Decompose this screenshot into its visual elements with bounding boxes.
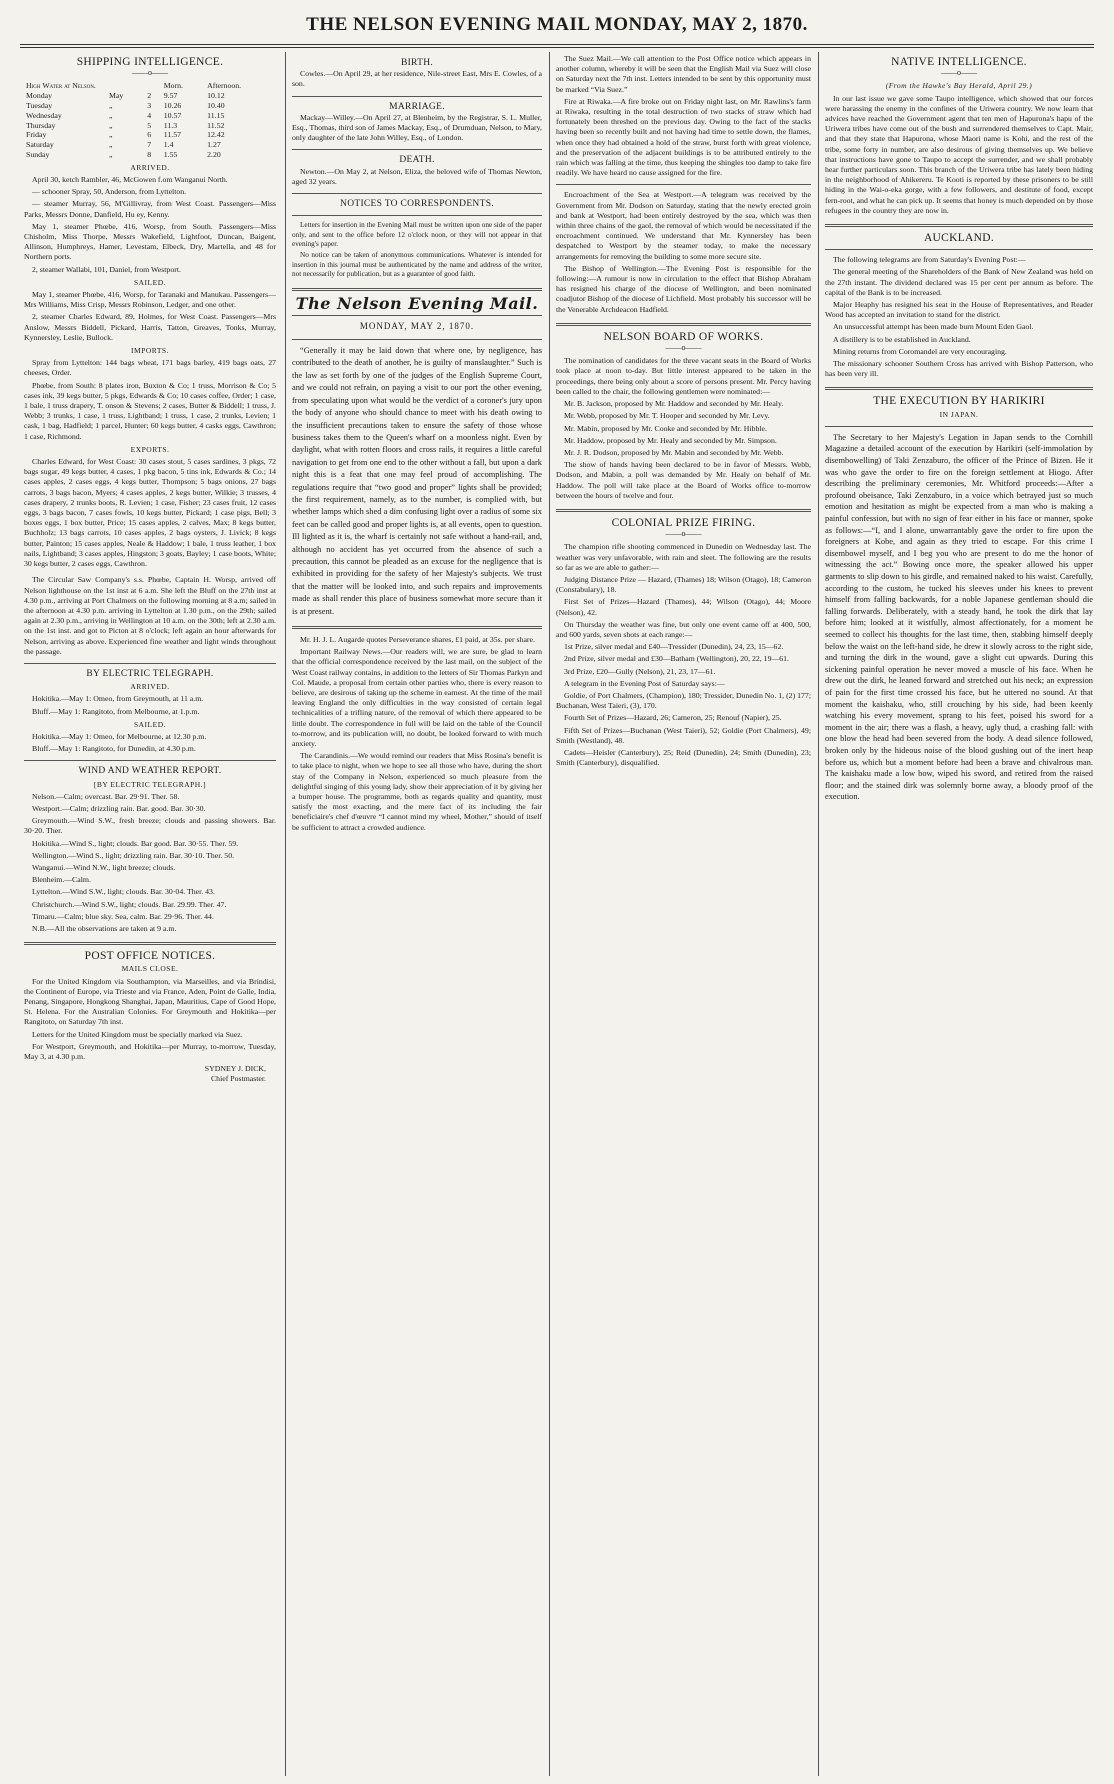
- leader-article: “Generally it may be laid down that where one, by negligence, has contributed to the death of another, he is guilty of manslaughter.” Such is the law as set forth by one of the judges of the English Supreme Court, and we could not refrain, on paying a visit to our port the other evening, from speculating upon what would be the verdict of a coroner's jury upon the body of anyone who should chance to meet with his death owing to the insufficient precautions taken to ensure the safety of those whose business takes them to the Queen's wharf on a moonless night. Even by daylight, what with rotten floors and cross rails, it requires a little careful navigation to get from one end to the other without a fall, but upon a dark night this is a feat that one may feel proud of accomplishing. The regulations require that “two good and proper” lights shall be provided; the first requirement, namely, as to the number, is complied with, but whether lamps which shed a dim confusing light over a radius of some six feet can be called good and proper lights is, at all events, open to question. Ill lighted as it is, the wharf is certainly not safe without a hand-rail, and, although no accident has yet occurred from the absence of such a precaution, this cannot be pleaded as an excuse for the negligence that is exhibited in providing for the safety of her Majesty's subjects. We trust that the matter will be looked into, and such repairs and improvements made as shall render this place of business somewhat more secure than it is at present.: [292, 346, 542, 616]
- mail-entry: For Westport, Greymouth, and Hokitika—per Murray, to-morrow, Tuesday, May 3, at 4.30 p.m.: [24, 1041, 276, 1062]
- tel-arrival-entry: Bluff.—May 1: Rangitoto, from Melbourne, at 1.p.m.: [32, 706, 200, 716]
- divider: [24, 760, 276, 761]
- tide-date: 5: [147, 120, 152, 130]
- prize-paragraph: 2nd Prize, silver medal and £30—Batham (Wellington), 20, 22, 19—61.: [564, 654, 790, 664]
- sailed-heading: SAILED.: [133, 277, 167, 287]
- auckland-paragraph: The following telegrams are from Saturday's Evening Post:—: [833, 255, 1026, 265]
- marriage-notice: Mackay—Willey.—On April 27, at Blenheim, by the Registrar, S. L. Muller, Esq., Thomas, third son of James Mackay, Esq., of Drumduan, Nelson, to Mary, only daughter of the late John Willey, Esq., of London.: [292, 112, 542, 143]
- tide-date: 4: [147, 110, 152, 120]
- prize-firing-heading: COLONIAL PRIZE FIRING.: [611, 516, 756, 529]
- ornament: ——o——: [132, 68, 168, 78]
- prize-paragraph: 1st Prize, silver medal and £40—Tressider (Dunedin), 24, 23, 15—62.: [564, 642, 784, 652]
- prize-paragraph: Judging Distance Prize — Hazard, (Thames) 18; Wilson (Otago), 18; Cameron (Constabulary), 18.: [556, 574, 811, 595]
- weather-note: N.B.—All the observations are taken at 9 a.m.: [32, 923, 177, 933]
- column-3: [556, 54, 811, 1776]
- tide-aft: 12.42: [207, 130, 225, 140]
- sailing-entry: 2, steamer Charles Edward, 89, Holmes, for West Coast. Passengers—Mrs Anslow, Messrs Biddell, Pickard, Harris, Tatton, Greaves, Tonks, Murray, Kynnersley, Leslie, Bullock.: [24, 312, 276, 342]
- tide-morn: 1.4: [163, 140, 174, 150]
- weather-entry: Wellington.—Wind S., light; drizzling rain. Bar. 30·10. Ther. 50.: [32, 850, 235, 860]
- masthead-rule-2: [20, 47, 1094, 48]
- divider: [825, 426, 1093, 427]
- shipping-heading: SHIPPING INTELLIGENCE.: [76, 56, 224, 68]
- dateline: MONDAY, MAY 2, 1870.: [359, 320, 475, 331]
- native-source: (From the Hawke's Bay Herald, April 29.): [885, 81, 1033, 91]
- tel-sailing-entry: Bluff.—May 1: Rangitoto, for Dunedin, at 4.30 p.m.: [32, 744, 196, 754]
- arrival-entry: April 30, ketch Rambler, 46, McGowen f.om Wanganui North.: [32, 174, 228, 184]
- telegraph-heading: BY ELECTRIC TELEGRAPH.: [86, 668, 214, 679]
- arrived-heading: ARRIVED.: [130, 162, 170, 172]
- tide-month: „: [109, 149, 113, 159]
- arrival-entry: 2, steamer Wallabi, 101, Daniel, from Westport.: [32, 264, 181, 274]
- tel-arrival-entry: Hokitika.—May 1: Omeo, from Greymouth, at 11 a.m.: [32, 694, 204, 704]
- tel-sailed-heading: SAILED.: [133, 719, 167, 729]
- board-of-works-heading: NELSON BOARD OF WORKS.: [603, 330, 764, 343]
- auckland-paragraph: Mining returns from Coromandel are very encouraging.: [833, 346, 1007, 356]
- prize-paragraph: First Set of Prizes—Hazard (Thames), 44; Wilson (Otago), 44; Moore (Nelson), 42.: [556, 597, 811, 617]
- weather-subheading: [BY ELECTRIC TELEGRAPH.]: [93, 779, 207, 789]
- prize-paragraph: The champion rifle shooting commenced in Dunedin on Wednesday last. The weather was very unfavorable, with rain and sleet. The following are the results so far as we are able to gather:—: [556, 542, 811, 572]
- arrival-entry: — schooner Spray, 50, Anderson, from Lyttelton.: [32, 187, 187, 197]
- column-divider: [285, 52, 286, 1776]
- tide-aft: 11.52: [207, 120, 225, 130]
- divider: [556, 184, 811, 185]
- divider: [292, 193, 542, 194]
- death-heading: DEATH.: [399, 155, 435, 166]
- tide-month: „: [109, 120, 113, 130]
- mails-close-heading: MAILS CLOSE.: [121, 964, 179, 974]
- divider: [292, 96, 542, 97]
- weather-entry: Hokitika.—Wind S., light; clouds. Bar good. Bar. 30·55. Ther. 59.: [32, 838, 239, 848]
- notices-heading: NOTICES TO CORRESPONDENTS.: [340, 199, 494, 210]
- column-2: [292, 54, 542, 1776]
- import-entry: Spray from Lyttelton: 144 bags wheat, 171 bags barley, 419 bags oats, 27 cheeses, Order.: [24, 358, 276, 378]
- postmaster-signature: SYDNEY J. DICK,: [204, 1064, 266, 1074]
- tide-date: 6: [147, 130, 152, 140]
- arrival-entry: — steamer Murray, 56, M'Gillivray, from West Coast. Passengers—Miss Parks, Messrs Donne, Danfield, Hu ey, Kenny.: [24, 199, 276, 219]
- ornament: ——o——: [665, 343, 702, 353]
- tide-row: [24, 101, 276, 111]
- divider: [292, 149, 542, 150]
- auckland-paragraph: The general meeting of the Shareholders of the Bank of New Zealand was held on the 27th instant. The dividend declared was 15 per cent per annum as before. The capital of the Bank is to be increased.: [825, 267, 1093, 297]
- board-paragraph: The nomination of candidates for the three vacant seats in the Board of Works took place at noon to-day. But little interest appeared to be taken in the proceedings, there being only about a score of persons present. Mr. Percy having been called to the chair, the following gentlemen were nominated:—: [556, 356, 811, 396]
- execution-subheading: IN JAPAN.: [939, 409, 979, 419]
- tide-row: [24, 130, 276, 140]
- column-divider: [549, 52, 550, 1776]
- board-paragraph: Mr. B. Jackson, proposed by Mr. Haddow and seconded by Mr. Healy.: [564, 399, 784, 409]
- weather-entry: Blenheim.—Calm.: [32, 875, 91, 885]
- board-paragraph: Mr. Webb, proposed by Mr. T. Hooper and seconded by Mr. Levy.: [564, 411, 770, 421]
- tide-day: Monday: [26, 91, 52, 101]
- divider: [24, 942, 276, 945]
- tide-morn: 10.26: [163, 101, 182, 110]
- tide-day: Friday: [26, 130, 47, 140]
- paper-title: The Nelson Evening Mail.: [295, 293, 539, 313]
- tide-month: „: [109, 140, 113, 150]
- divider: [825, 387, 1093, 390]
- auckland-paragraph: An unsuccessful attempt has been made burn Mount Eden Gaol.: [833, 322, 1034, 332]
- execution-paragraph: The Secretary to her Majesty's Legation in Japan sends to the Cornhill Magazine a detailed account of the execution by Harikiri (self-immolation by disembowelling) of Taki Zenzaburo, the officer of the Prince of Bizen. He it was who gave the order to fire on the foreign settlement at Hiogo. After describing the preliminary ceremonies, Mr. Whitford proceeds:—After a profound obeisance, Taki Zenzaburo, in a voice which betrayed just so much emotion and hesitation as might be expected from a man who is making a painful confession, but with no sign of fear either in his face or manner, spoke as follows:—“I, and I alone, unwarrantably gave the order to fire upon the foreigners at Kobe, and again as they tried to escape. For this crime I disembowel myself, and I beg you who are present to do me the honor of witnessing the act.” Bowing once more, the speaker allowed his upper garments to slip down to his girdle, and remained naked to his waist. Carefully, according to the custom, he tucked his sleeves under his knees to prevent himself from falling backwards, for a noble Japanese gentleman should die falling forwards. Deliberately, with a steady hand, he took the dirk that lay before him; looked at it wistfully, almost affectionately, for a moment he seemed to collect his thoughts for the last time, then, stabbing himself deeply below the waist on the left-hand side, he drew it slowly across to the right side, and turning the dirk in the wound, gave a slight cut upwards. During this sickening painful operation he never moved a muscle of his face. When he drew out the dirk, he leaned forward and stretched out his neck; an expression of pain for the first time crossed his face, but he uttered no sound. At that moment the kaishaku, who, still crouching by his side, had been keenly watching his every movement, sprang to his feet, poised his sword for a moment in the air; there was a flash, a heavy, ugly thud, a crashing fall: with one blow the head had been severed from the body. A dead silence followed, broken only by the hideous noise of the blood gushing out of the inert heap before us, which but a moment before had been a brave and chivalrous man. The kaishaku made a low bow, wiped his sword, and retired from the raised floor; and the stained dirk was solemnly borne away, a bloody proof of the execution.: [825, 432, 1093, 802]
- ornament: ——o——: [665, 529, 702, 539]
- tel-arrived-heading: ARRIVED.: [130, 682, 170, 692]
- masthead-rule: [20, 44, 1094, 45]
- tide-aft: 2.20: [207, 149, 221, 159]
- native-heading: NATIVE INTELLIGENCE.: [891, 56, 1027, 68]
- tide-row: [24, 121, 276, 131]
- weather-entry: Westport.—Calm; drizzling rain. Bar. good. Bar. 30·30.: [32, 803, 206, 813]
- weather-entry: Lyttelton.—Wind S.W., light; clouds. Bar. 30·04. Ther. 43.: [32, 887, 215, 897]
- board-paragraph: Mr. J. R. Dodson, proposed by Mr. Mabin and seconded by Mr. Webb.: [564, 447, 784, 457]
- tide-aft: 1.27: [207, 140, 221, 150]
- divider: [292, 626, 542, 629]
- tide-header: Morn.: [163, 81, 184, 91]
- tide-date: 3: [147, 101, 152, 110]
- notice-paragraph: Letters for insertion in the Evening Mail must be written upon one side of the paper only, and sent to the office before 12 o'clock noon, or they will not appear in that evening's paper.: [292, 221, 542, 249]
- weather-heading: WIND AND WEATHER REPORT.: [78, 766, 222, 777]
- tide-date: 8: [147, 149, 152, 159]
- arrival-entry: May 1, steamer Phœbe, 416, Worsp, from South. Passengers—Miss Chisholm, Miss Thorpe, Messrs Wakefield, Lightfoot, Duncan, Baigent, Allinson, Humphreys, Hamer, Levestam, Elbeck, Dry, Martella, and 48 for Northern ports.: [24, 221, 276, 262]
- prize-paragraph: Cadets—Heisler (Canterbury), 25; Reid (Dunedin), 24; Smith (Dunedin), 23; Smith (Canterbury), disqualified.: [556, 747, 811, 768]
- auckland-heading: AUCKLAND.: [923, 232, 995, 245]
- circular-saw-paragraph: The Circular Saw Company's s.s. Phœbe, Captain H. Worsp, arrived off Nelson lighthouse on the 1st inst at 6 a.m. She left the Bluff on the 27th inst at 4.30 p.m., arriving at Port Chalmers on the following morning at 8 a.m; sailed in the afternoon at 4.30 p.m. arriving in Lyttelton at 1.30 p.m., on the 29th; sailed again at 2.30 p.m., arriving in Wellington at 10 a.m. on the 30th; left at 2.30 a.m. on the 1st inst. and got to Picton at 8 o'clock; left again an hour afterwards for Nelson, arriving as above. Experienced fine weather and light winds throughout the passage.: [24, 575, 276, 656]
- tide-row: [24, 150, 276, 160]
- encroachment-paragraph: Encroachment of the Sea at Westport.—A telegram was received by the Government from Mr. Dodson on Saturday, stating that the newly erected groin and bank at Westport, had been entirely destroyed by the sea, which was then within three chains of the gaol, the removal of which would be necessitated if the encroachment continued. We understand that Mr. Kynnersley has been despatched to Westport by the steamer today, to make the necessary arrangements for removing the building to some more secure site.: [556, 190, 811, 261]
- bishop-paragraph: The Bishop of Wellington.—The Evening Post is responsible for the following:—A rumour is now in circulation to the effect that Bishop Abraham has resigned his charge of the diocese of Wellington, and been nominated coadjutor Bishop of the diocese of Lichfield. Most probably his successor will be the Venerable Archdeacon Hadfield.: [556, 263, 811, 314]
- prize-paragraph: On Thursday the weather was fine, but only one event came off at 400, 500, and 600 yards, seven shots at each range:—: [556, 619, 811, 639]
- tide-row: [24, 91, 276, 101]
- divider: [825, 249, 1093, 250]
- notice-paragraph: No notice can be taken of anonymous communications. Whatever is intended for insertion in this journal must be authenticated by the name and address of the writer, not necessarily for publication, but as a guarantee of good faith.: [292, 251, 542, 279]
- tide-header-row: [24, 81, 276, 91]
- divider: [292, 215, 542, 216]
- divider: [24, 663, 276, 664]
- weather-entry: Greymouth.—Wind S.W., fresh breeze; clouds and passing showers. Bar. 30·20. Ther.: [24, 816, 276, 836]
- sailing-entry: May 1, steamer Phœbe, 416, Worsp, for Taranaki and Manukau. Passengers—Mrs Williams, Miss Crisp, Messrs Robinson, Ledger, and one other.: [24, 290, 276, 310]
- mail-entry: Letters for the United Kingdom must be specially marked via Suez.: [32, 1029, 243, 1039]
- tide-morn: 11.57: [163, 130, 181, 140]
- tide-month: „: [109, 110, 113, 120]
- export-entry: Charles Edward, for West Coast: 30 cases stout, 5 cases sardines, 3 pkgs, 72 bags sugar, 49 kegs butter, 4 cases, 1 pkg bacon, 5 tins ink, Edwards & Co.; 14 cases apples, 2 cases eggs, 4 kegs butter, Thompson; 5 bags onions, 27 bags carrots, 3 bags bacon, Myers; 4 cases apples, 2 kegs butter, Wilkie; 3 trusses, 4 cases drapery, 2 trunks boots, R. Levien; 1 case, Fisher; 23 cases fruit, 12 cases eggs, 3 bags bacon, 7 cases fowls, 10 kegs butter, Pickard; 1 case pigs, Bell; 3 boxes eggs, 1 box butter, Price; 15 cases apples, 2 calves, Max; 8 kegs butter, Buchholz; 13 bags carrots, 10 cases apples, 2 bags oysters, J. Livick; 8 kegs butter, Painton; 15 cases apples, Neale & Haddow; 1 bale, 1 truss leather, 1 box nails, Lightband; 3 cases apples, Hingston; 3 goats, Bayley; 1 case boots, White; 30 kegs butter, 2 cases eggs, Cawthron.: [24, 457, 276, 569]
- tide-day: Sunday: [26, 149, 50, 159]
- prize-paragraph: Fourth Set of Prizes—Hazard, 26; Cameron, 25; Renouf (Napier), 25.: [564, 713, 782, 723]
- divider: [292, 339, 542, 340]
- ornament: ——o——: [941, 68, 977, 78]
- fire-paragraph: Fire at Riwaka.—A fire broke out on Friday night last, on Mr. Rawlins's farm at Riwaka, resulting in the total destruction of two stacks of straw which had fortunately been threshed on the previous day. Owing to the fact of the stacks having been so recently built and not having had time to settle down, the flames, when once they had obtained a hold of the straw, burst forth with great violence, and the preservation of the adjacent buildings is to be attributed entirely to the rain which was falling at the time, thus keeping the shingles too damp to take fire readily. We have heard no cause assigned for the fire.: [556, 96, 811, 178]
- column-4: [825, 54, 1093, 1776]
- tide-aft: 10.40: [207, 101, 225, 110]
- board-paragraph: Mr. Haddow, proposed by Mr. Healy and seconded by Mr. Simpson.: [564, 435, 777, 445]
- tide-month: „: [109, 130, 113, 140]
- weather-entry: Christchurch.—Wind S.W., light; clouds. Bar. 29.99. Ther. 47.: [32, 899, 227, 909]
- railway-paragraph: Important Railway News.—Our readers will, we are sure, be glad to learn that the official correspondence received by the last mail, on the subject of the West Coast railway contains, in addition to the letters of Sir Thomas Parkyn and Col. Maude, a proposal from certain other parties who, there is every reason to believe, are desirous of taking up the scheme in earnest. At the time of the mail leaving England the only difficulties in the way consisted of certain legal technicalities of a trifling nature, of the removal of which there appeared to be little doubt. The correspondence in full will be laid on the table of the Council to-morrow, and its publication will, no doubt, be looked forward to with much anxiety.: [292, 647, 542, 749]
- execution-heading: THE EXECUTION BY HARIKIRI: [873, 395, 1045, 408]
- tide-morn: 9.57: [163, 91, 178, 101]
- imports-heading: IMPORTS.: [131, 346, 169, 356]
- birth-notice: Cowles.—On April 29, at her residence, Nile-street East, Mrs E. Cowles, of a son.: [292, 69, 542, 89]
- tide-table: [24, 81, 276, 159]
- tide-header: High Water at Nelson.: [26, 81, 96, 91]
- divider: [292, 315, 542, 316]
- tide-month: „: [109, 101, 113, 110]
- tide-day: Wednesday: [26, 110, 62, 120]
- auckland-paragraph: A distillery is to be established in Auckland.: [833, 334, 971, 344]
- carandinis-paragraph: The Carandinis.—We would remind our readers that Miss Rosina's benefit is to take place to night, when we hope to see all those who have, during the short stay of the Company in Nelson, experienced so much pleasure from the delightful singing of this young lady, show their appreciation of it by giving her a bumper house. The programme, both as regards quality and quantity, must satisfy the most exacting, and the mere fact of its including the fair beneficiaire's chef d'œuvre “I cannot mind my wheel, Mother,” should of itself be sufficient to attract a crowded audience.: [292, 751, 542, 832]
- tide-day: Thursday: [26, 120, 56, 130]
- divider: [556, 509, 811, 512]
- masthead: THE NELSON EVENING MAIL MONDAY, MAY 2, 1870.: [306, 14, 808, 35]
- native-paragraph: In our last issue we gave some Taupo intelligence, which showed that our forces were harassing the enemy in the confines of the Uriwera country. We now learn that advices have reached the Government agent that ten men of Hapurona's hapu of the Uriwera tribes have come out of the bush and surrendered themselves to Capt. Mair, and that they state that Hapurona, whose Maori name is Kohi, and the rest of the tribe, some forty in number, are also desirous of giving themselves up. We believe that instructions have gone to Taupo to accept the surrender, and we shall probably hear further particulars soon. This branch of the Uriwera tribe has lately been hiding in the neighborhood of Ahikereru. Te Kooti is reported by these prisoners to be still hiding in the Wai-o-eka gorge, with a few followers, and destitute of food, except fern-root, and what he can pick up. It seems that honey is much depended on by those refugees in the country they are now in.: [825, 93, 1093, 215]
- tide-morn: 1.55: [163, 149, 178, 159]
- tide-day: Saturday: [26, 140, 54, 150]
- mail-entry: For the United Kingdom via Southampton, via Marseilles, and via Brindisi, the Continent of Europe, via Trieste and via France, Aden, Point de Galle, India, Penang, Singapore, Hongkong Shanghai, Japan, Mauritius, Cape of Good Hope, St. Helena. For the Australian Colonies. For Greymouth and Hokitika—per Rangitoto, on Saturday 7th inst.: [24, 976, 276, 1027]
- prize-paragraph: 3rd Prize, £20—Gully (Nelson), 21, 23, 17—61.: [564, 666, 716, 676]
- tide-date: 7: [147, 140, 152, 150]
- column-1: [24, 54, 276, 1776]
- board-paragraph: Mr. Mabin, proposed by Mr. Cooke and seconded by Mr. Hibble.: [564, 423, 767, 433]
- post-office-heading: POST OFFICE NOTICES.: [84, 950, 216, 963]
- tide-month: May: [109, 91, 124, 101]
- exports-heading: EXPORTS.: [130, 444, 170, 454]
- weather-entry: Timaru.—Calm; blue sky. Sea, calm. Bar. 29·96. Ther. 44.: [32, 911, 214, 921]
- auckland-paragraph: Major Heaphy has resigned his seat in the House of Representatives, and Reader Wood has accepted an invitation to stand for the district.: [825, 300, 1093, 320]
- tide-row: [24, 140, 276, 150]
- tide-aft: 10.12: [207, 91, 225, 101]
- tide-row: [24, 111, 276, 121]
- augarde-paragraph: Mr. H. J. L. Augarde quotes Perseverance shares, £1 paid, at 35s. per share.: [300, 635, 535, 645]
- column-divider: [818, 52, 819, 1776]
- marriage-heading: MARRIAGE.: [389, 101, 445, 112]
- suez-paragraph: The Suez Mail.—We call attention to the Post Office notice which appears in another column, whereby it will be seen that the English Mail via Suez will close on Saturday next the 7th inst. Letters intended to be sent by this opportunity must be marked “Via Suez.”: [556, 54, 811, 94]
- prize-paragraph: Goldie, of Port Chalmers, (Champion), 180; Tressider, Dunedin No. 1, (2) 177; Buchanan, West Taieri, (3), 170.: [556, 690, 811, 711]
- tel-sailing-entry: Hokitika.—May 1: Omeo, for Melbourne, at 12.30 p.m.: [32, 731, 207, 741]
- birth-heading: BIRTH.: [400, 58, 434, 68]
- tide-header: Afternoon.: [207, 81, 242, 91]
- import-entry: Phœbe, from South: 8 plates iron, Buxton & Co; 1 truss, Morrison & Co; 5 cases ink, 39 kegs butter, 5 pkgs, Edwards & Co; 10 cases coffee, Order; 1 case, 1 bale, 1 truss drapery, T. onson & Stevens; 2 cases, Butter & Biddell; 1 truss, J. Webb; 3 trunks, 1 case, 1 truss, Lightband; 1 truss, 1 case, 2 trunks, Levien; 1 cask, 1 bag, Hadfield; 1 parcel, Hunter; 60 kegs butter, 4 casks eggs, Cawthron; 1 case, Richmond.: [24, 380, 276, 441]
- tide-morn: 10.57: [163, 110, 182, 120]
- divider: [556, 323, 811, 326]
- tide-day: Tuesday: [26, 101, 53, 110]
- board-paragraph: The show of hands having been declared to be in favor of Messrs. Webb, Dodson, and Mabin, a poll was demanded by Mr. Healy on behalf of Mr. Haddow. The poll will take place at the Board of Works office to-morrow between the hours of twelve and four.: [556, 460, 811, 500]
- death-notice: Newton.—On May 2, at Nelson, Eliza, the beloved wife of Thomas Newton, aged 32 years.: [292, 166, 542, 186]
- divider: [825, 224, 1093, 227]
- tide-aft: 11.15: [207, 110, 225, 120]
- weather-entry: Nelson.—Calm; overcast. Bar. 29·91. Ther. 58.: [32, 791, 180, 801]
- weather-entry: Wanganui.—Wind N.W., light breeze; clouds.: [32, 862, 176, 872]
- postmaster-title: Chief Postmaster.: [210, 1074, 266, 1084]
- prize-paragraph: Fifth Set of Prizes—Buchanan (West Taieri), 52; Goldie (Port Chalmers), 49; Smith (Westland), 48.: [556, 725, 811, 745]
- tide-date: 2: [147, 91, 152, 101]
- auckland-paragraph: The missionary schooner Southern Cross has arrived with Bishop Patterson, who has been very ill.: [825, 359, 1093, 379]
- tide-morn: 11.3: [163, 120, 178, 130]
- divider: [292, 288, 542, 291]
- prize-paragraph: A telegram in the Evening Post of Saturday says:—: [564, 678, 725, 688]
